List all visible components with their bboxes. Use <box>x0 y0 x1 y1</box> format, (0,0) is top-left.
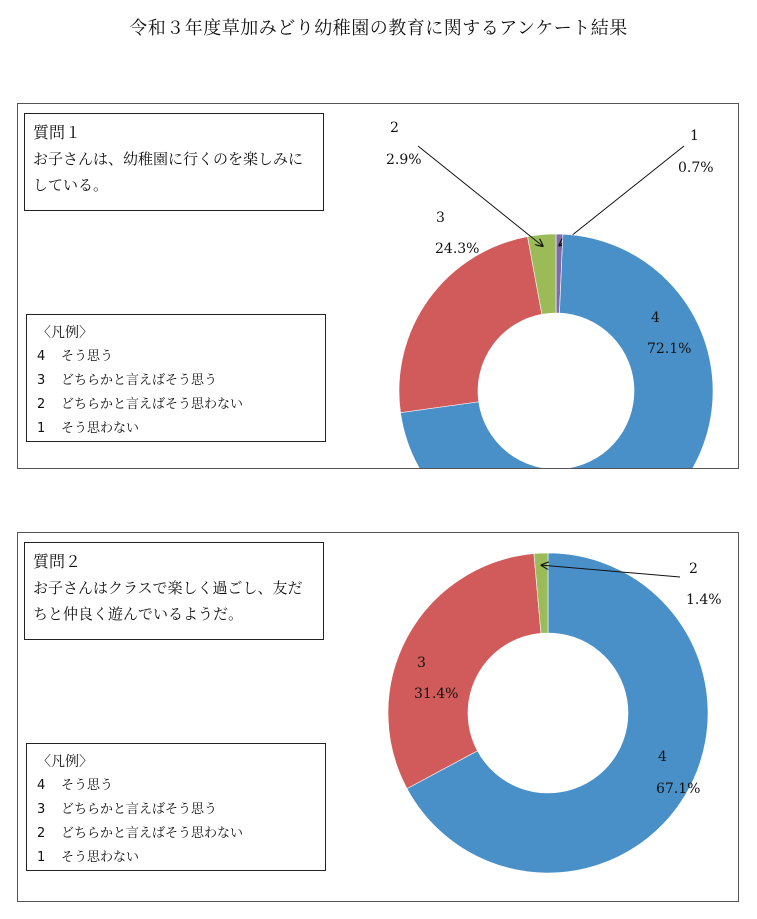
legend-code: 2 <box>37 826 46 841</box>
question-1-box <box>24 113 324 211</box>
legend-code: 4 <box>37 349 46 364</box>
question-2-panel <box>17 532 739 902</box>
data-label-category-3: 3 <box>436 210 445 226</box>
donut-slice-3 <box>388 554 541 789</box>
legend-text: そう思う <box>61 349 114 364</box>
data-label-percent-4: 67.1% <box>656 781 701 797</box>
legend-header: 〈凡例〉 <box>37 325 93 341</box>
legend-code: 3 <box>37 802 46 817</box>
legend-code: 2 <box>37 397 46 412</box>
question-2-text: お子さんはクラスで楽しく過ごし、友だちと仲良く遊んでいるようだ。 <box>33 579 303 623</box>
data-label-percent-4: 72.1% <box>647 341 692 357</box>
legend-text: そう思わない <box>61 850 140 865</box>
legend-code: 4 <box>37 778 46 793</box>
page-title: 令和３年度草加みどり幼稚園の教育に関するアンケート結果 <box>129 18 628 39</box>
legend-item-1 <box>37 846 315 870</box>
question-1-text: お子さんは、幼稚園に行くのを楽しみにしている。 <box>33 150 304 194</box>
question-1-panel <box>17 103 739 469</box>
data-label-category-2: 2 <box>390 120 399 136</box>
legend-code: 1 <box>37 850 46 865</box>
question-1-legend <box>26 314 326 442</box>
legend-text: どちらかと言えばそう思う <box>61 373 218 388</box>
data-label-percent-1: 0.7% <box>678 160 714 176</box>
data-label-percent-3: 31.4% <box>414 686 459 702</box>
legend-code: 3 <box>37 373 46 388</box>
legend-text: どちらかと言えばそう思わない <box>61 397 244 412</box>
donut-slice-3 <box>399 237 542 413</box>
legend-item-3 <box>37 369 315 393</box>
data-label-category-3: 3 <box>417 655 426 671</box>
data-label-category-4: 4 <box>658 749 667 765</box>
legend-item-4 <box>37 345 315 369</box>
legend-item-1 <box>37 417 315 441</box>
data-label-category-1: 1 <box>690 128 699 144</box>
legend-text: そう思う <box>61 778 114 793</box>
legend-item-4 <box>37 774 315 798</box>
legend-item-3 <box>37 798 315 822</box>
question-2-box <box>24 542 324 640</box>
legend-item-2 <box>37 393 315 417</box>
legend-text: そう思わない <box>61 421 140 436</box>
legend-item-2 <box>37 822 315 846</box>
leader-arrow-1 <box>559 146 684 246</box>
data-label-percent-2: 2.9% <box>386 152 422 168</box>
question-1-label: 質問１ <box>33 123 82 142</box>
legend-header: 〈凡例〉 <box>37 754 93 770</box>
data-label-percent-2: 1.4% <box>686 592 722 608</box>
leader-arrow-2 <box>418 146 543 246</box>
data-label-category-2: 2 <box>689 561 698 577</box>
legend-text: どちらかと言えばそう思わない <box>61 826 244 841</box>
legend-code: 1 <box>37 421 46 436</box>
question-2-label: 質問２ <box>33 552 82 571</box>
question-2-legend <box>26 743 326 871</box>
data-label-percent-3: 24.3% <box>435 241 480 257</box>
legend-text: どちらかと言えばそう思う <box>61 802 218 817</box>
data-label-category-4: 4 <box>651 310 660 326</box>
